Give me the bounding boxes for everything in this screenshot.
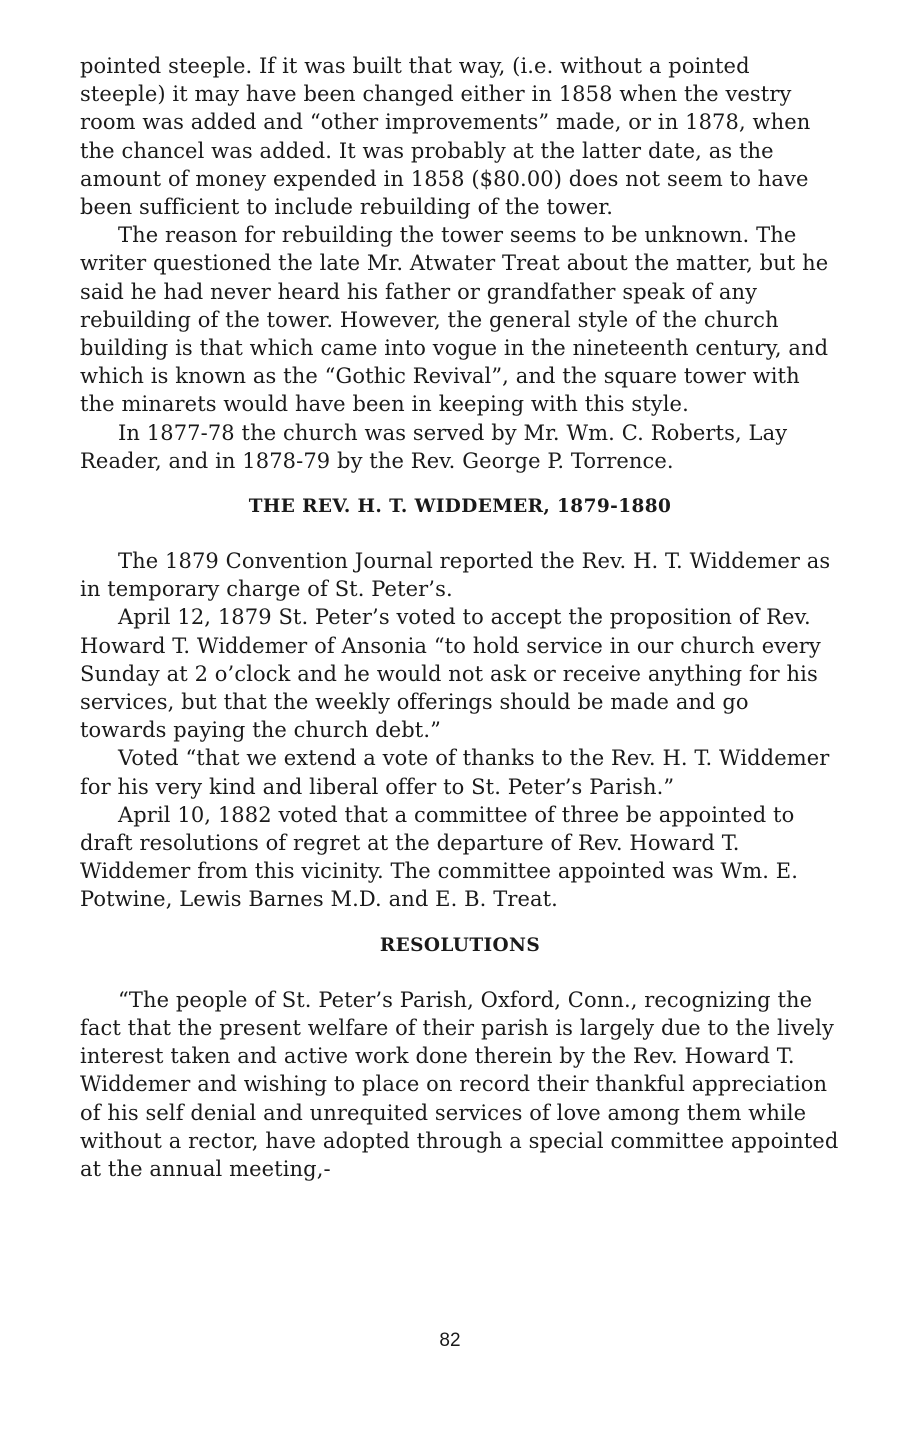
paragraph-vote-of-thanks: Voted “that we extend a vote of thanks to the Rev. H. T. Widdemer for his very kind and liberal offer to St. Peter’s Parish.” bbox=[80, 746, 830, 799]
document-page bbox=[80, 52, 840, 1183]
section-heading-resolutions: RESOLUTIONS bbox=[379, 934, 541, 956]
paragraph-resolution-text: “The people of St. Peter’s Parish, Oxford, Conn., recognizing the fact that the present welfare of their parish is largely due to the lively interest taken and active work done therein by the Rev. Howard T. Widdemer and wishing to place on record their thankful appreciation of his self denial and unrequited services of love among them while without a rector, have adopted through a special committee appointed at the annual meeting,- bbox=[80, 987, 839, 1181]
section-heading-widdemer: THE REV. H. T. WIDDEMER, 1879-1880 bbox=[248, 496, 672, 518]
paragraph-committee: April 10, 1882 voted that a committee of three be appointed to draft resolutions of regret at the departure of Rev. Howard T. Widdemer from this vicinity. The committee appointed was Wm. E. Potwine, Lewis Barnes M.D. and E. B. Treat. bbox=[80, 802, 799, 912]
paragraph-lay-readers: In 1877-78 the church was served by Mr. Wm. C. Roberts, Lay Reader, and in 1878-79 by the Rev. George P. Torrence. bbox=[80, 420, 788, 473]
spacer bbox=[80, 521, 840, 547]
paragraph-proposition: April 12, 1879 St. Peter’s voted to accept the proposition of Rev. Howard T. Widdemer of Ansonia “to hold service in our church every Sunday at 2 o’clock and he would not ask or receive anything for his services, but that the weekly offerings should be made and go towards paying the church debt.” bbox=[80, 605, 821, 743]
page-number: 82 bbox=[439, 1330, 461, 1351]
spacer bbox=[80, 475, 840, 493]
paragraph-convention-journal: The 1879 Convention Journal reported the Rev. H. T. Widdemer as in temporary charge of St. Peter’s. bbox=[80, 549, 831, 602]
paragraph-tower-rebuilding: The reason for rebuilding the tower seems to be unknown. The writer questioned the late Mr. Atwater Treat about the matter, but he said he had never heard his father or grandfather speak of any rebuilding of the tower. However, the general style of the church building is that which came into vogue in the nineteenth century, and which is known as the “Gothic Revival”, and the square tower with the minarets would have been in keeping with this style. bbox=[80, 223, 829, 417]
spacer bbox=[80, 960, 840, 986]
paragraph-steeple: pointed steeple. If it was built that way, (i.e. without a pointed steeple) it may have been changed either in 1858 when the vestry room was added and “other improvements” made, or in 1878, when the chancel was added. It was probably at the latter date, as the amount of money expended in 1858 ($80.00) does not seem to have been sufficient to include rebuilding of the tower. bbox=[80, 54, 811, 220]
spacer bbox=[80, 914, 840, 932]
